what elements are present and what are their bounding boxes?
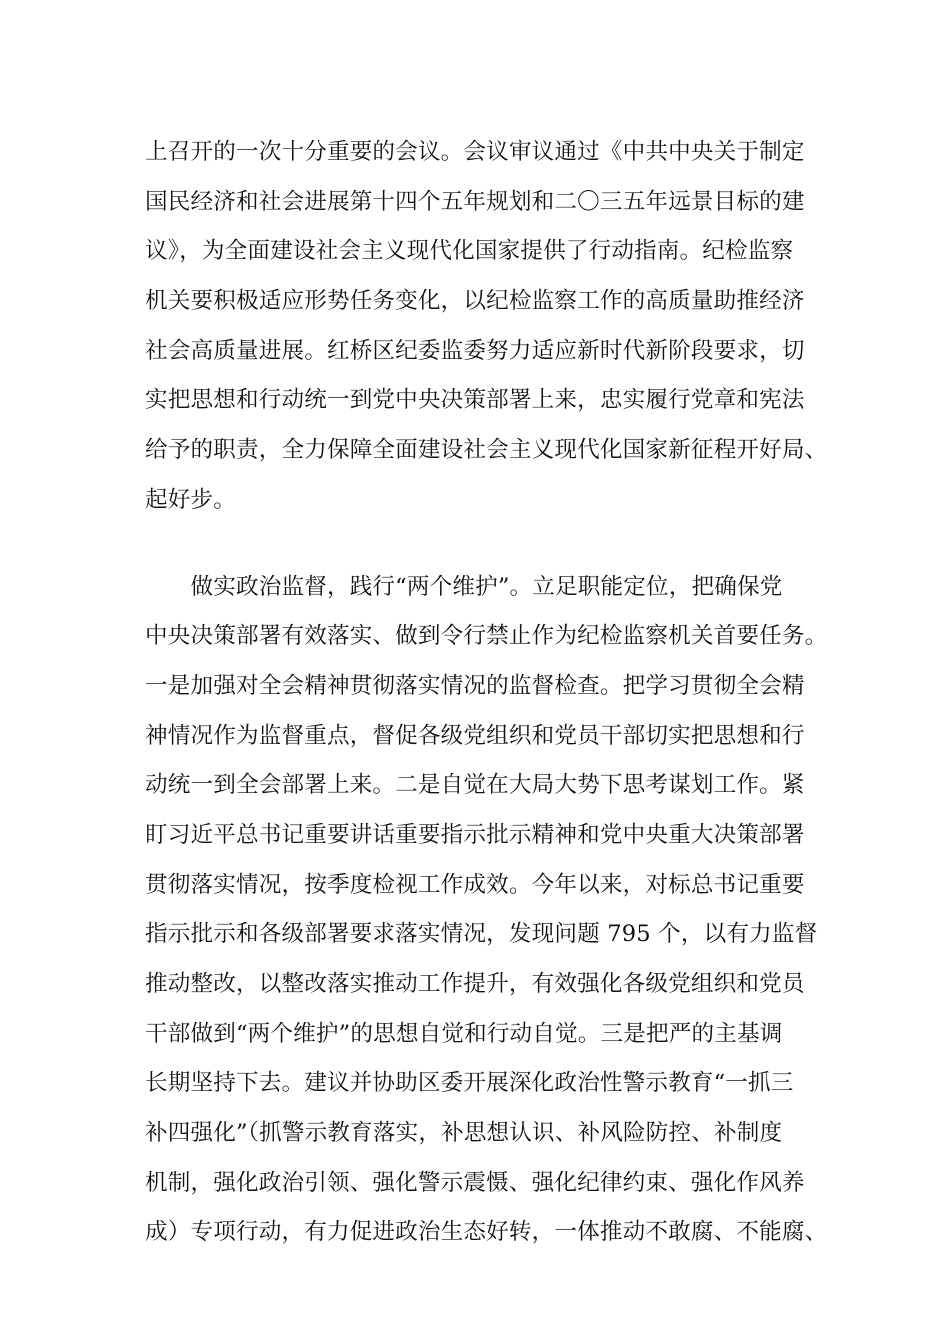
text-line: 指示批示和各级部署要求落实情况，发现问题 795 个，以有力监督 bbox=[145, 921, 818, 948]
text-line: 干部做到“两个维护”的思想自觉和行动自觉。三是把严的主基调 bbox=[145, 1020, 783, 1047]
text-line: 动统一到全会部署上来。二是自觉在大局大势下思考谋划工作。紧 bbox=[145, 772, 805, 799]
text-line: 做实政治监督，践行“两个维护”。立足职能定位，把确保党 bbox=[145, 573, 783, 600]
text-line: 神情况作为监督重点，督促各级党组织和党员干部切实把思想和行 bbox=[145, 722, 805, 749]
text-line: 一是加强对全会精神贯彻落实情况的监督检查。把学习贯彻全会精 bbox=[145, 672, 805, 699]
text-line: 议》，为全面建设社会主义现代化国家提供了行动指南。纪检监察 bbox=[145, 238, 794, 265]
text-line: 实把思想和行动统一到党中央决策部署上来，忠实履行党章和宪法 bbox=[145, 387, 805, 414]
paragraph-1 bbox=[145, 128, 828, 526]
text-line: 机关要积极适应形势任务变化，以纪检监察工作的高质量助推经济 bbox=[145, 288, 805, 315]
text-line: 盯习近平总书记重要讲话重要指示批示精神和党中央重大决策部署 bbox=[145, 821, 805, 848]
text-line: 长期坚持下去。建议并协助区委开展深化政治性警示教育“一抓三 bbox=[145, 1070, 794, 1097]
text-line: 起好步。 bbox=[145, 486, 236, 513]
text-line: 推动整改，以整改落实推动工作提升，有效强化各级党组织和党员 bbox=[145, 971, 805, 997]
text-line: 国民经济和社会进展第十四个五年规划和二〇三五年远景目标的建 bbox=[145, 188, 805, 215]
text-line: 中央决策部署有效落实、做到令行禁止作为纪检监察机关首要任务。 bbox=[145, 623, 828, 650]
document-body bbox=[145, 128, 828, 1258]
text-line: 成）专项行动，有力促进政治生态好转，一体推动不敢腐、不能腐、 bbox=[145, 1219, 828, 1246]
text-line: 上召开的一次十分重要的会议。会议审议通过《中共中央关于制定 bbox=[145, 139, 805, 165]
text-line: 社会高质量进展。红桥区纪委监委努力适应新时代新阶段要求，切 bbox=[145, 337, 805, 364]
text-line: 机制，强化政治引领、强化警示震慑、强化纪律约束、强化作风养 bbox=[145, 1169, 805, 1196]
paragraph-2 bbox=[145, 563, 828, 1259]
text-line: 贯彻落实情况，按季度检视工作成效。今年以来，对标总书记重要 bbox=[145, 871, 805, 898]
paragraph-spacing bbox=[145, 526, 825, 563]
text-line: 给予的职责，全力保障全面建设社会主义现代化国家新征程开好局、 bbox=[145, 437, 828, 464]
text-line: 补四强化”（抓警示教育落实，补思想认识、补风险防控、补制度 bbox=[145, 1120, 783, 1147]
